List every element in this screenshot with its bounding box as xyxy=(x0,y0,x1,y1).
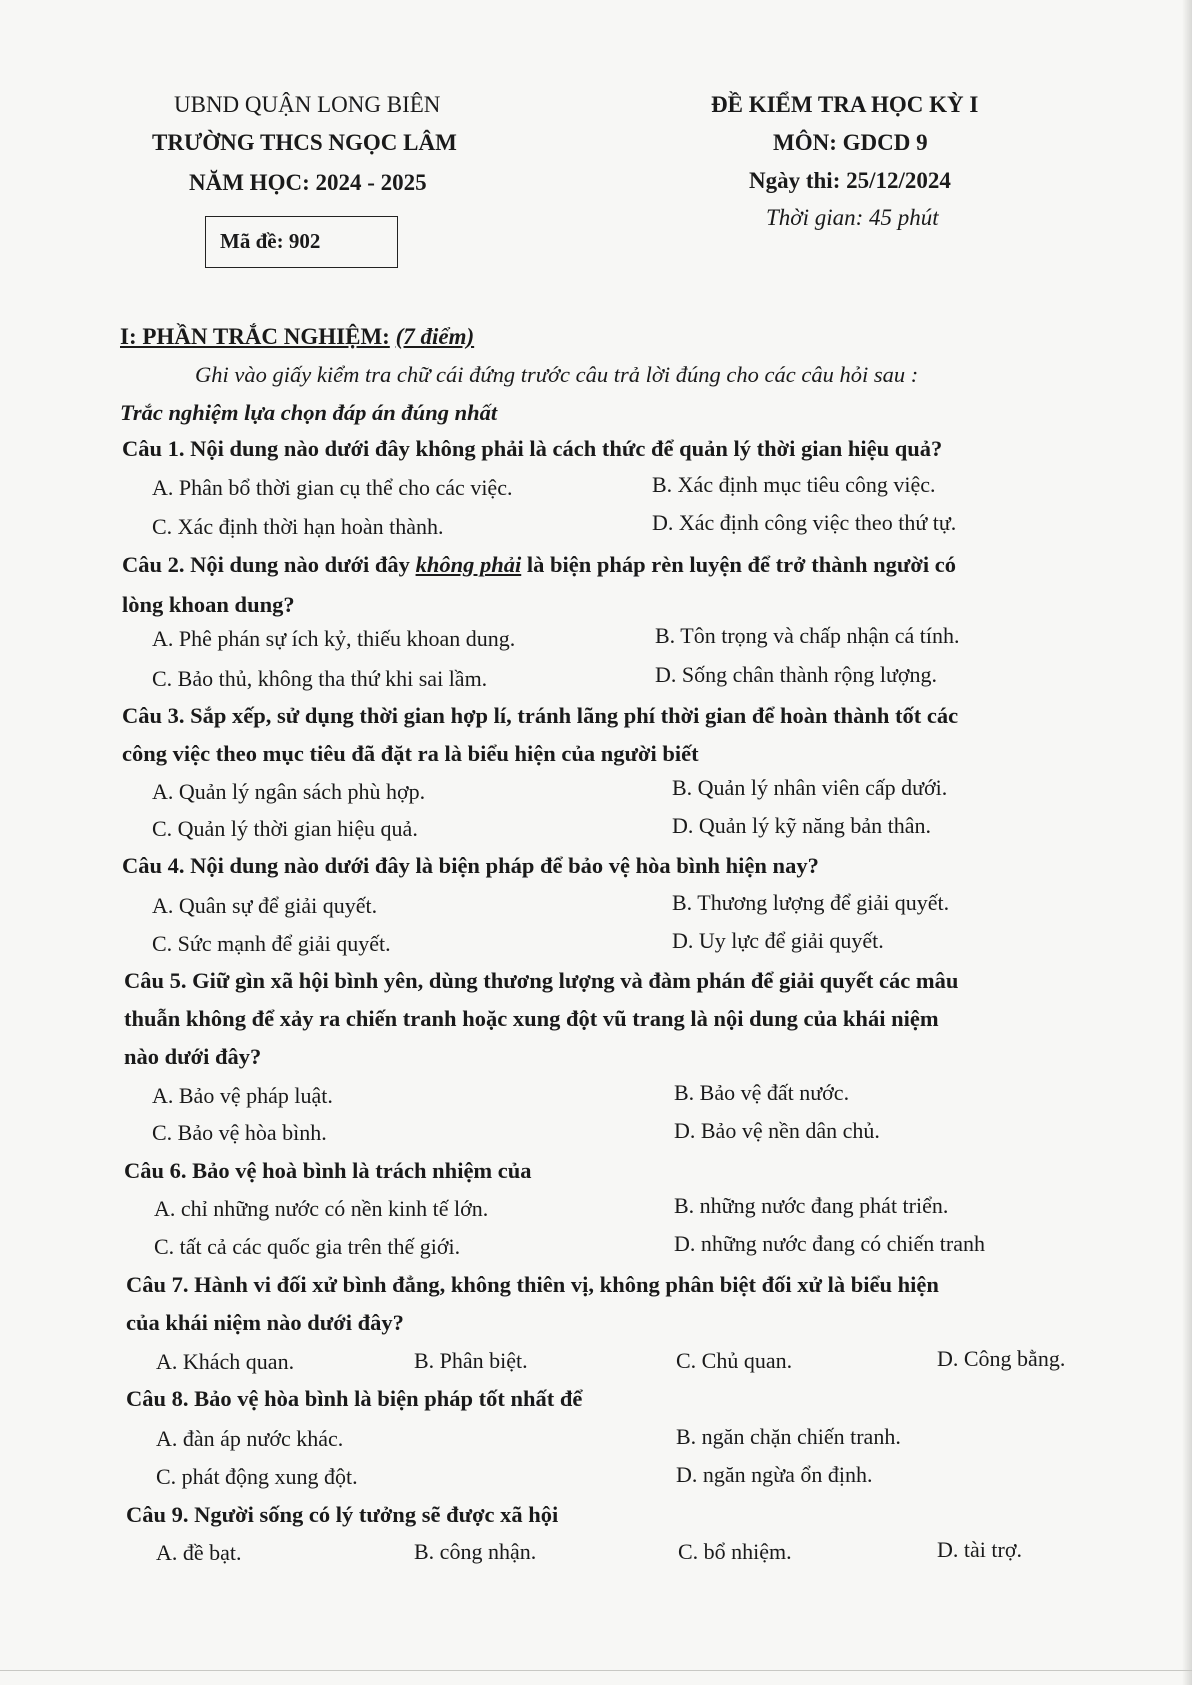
school-year: NĂM HỌC: 2024 - 2025 xyxy=(189,170,427,195)
question-6: Câu 6. Bảo vệ hoà bình là trách nhiệm của xyxy=(124,1158,532,1183)
question-7: Câu 7. Hành vi đối xử bình đẳng, không thiên vị, không phân biệt đối xử là biểu hiện xyxy=(126,1272,939,1297)
section-points: (7 điểm) xyxy=(395,324,475,349)
q9-option-a: A. đề bạt. xyxy=(156,1540,242,1565)
q3-option-b: B. Quản lý nhân viên cấp dưới. xyxy=(672,775,948,800)
instruction: Ghi vào giấy kiểm tra chữ cái đứng trước câu trả lời đúng cho các câu hỏi sau : xyxy=(195,362,919,387)
scan-bottom-line xyxy=(0,1670,1192,1671)
question-4: Câu 4. Nội dung nào dưới đây là biện pháp để bảo vệ hòa bình hiện nay? xyxy=(122,853,819,878)
q1-option-d: D. Xác định công việc theo thứ tự. xyxy=(652,510,957,535)
q4-option-d: D. Uy lực để giải quyết. xyxy=(672,928,884,953)
q8-option-a: A. đàn áp nước khác. xyxy=(156,1426,344,1451)
q7-option-c: C. Chủ quan. xyxy=(676,1348,793,1373)
section-title xyxy=(120,324,474,350)
q6-option-c: C. tất cả các quốc gia trên thế giới. xyxy=(154,1234,461,1259)
q2-option-b: B. Tôn trọng và chấp nhận cá tính. xyxy=(655,623,960,648)
q3-option-a: A. Quản lý ngân sách phù hợp. xyxy=(152,779,426,804)
q2-option-a: A. Phê phán sự ích kỷ, thiếu khoan dung. xyxy=(152,626,516,651)
school-name: TRƯỜNG THCS NGỌC LÂM xyxy=(152,130,457,155)
q5-option-a: A. Bảo vệ pháp luật. xyxy=(152,1083,333,1108)
q9-option-d: D. tài trợ. xyxy=(937,1537,1022,1562)
question-9: Câu 9. Người sống có lý tưởng sẽ được xã hội xyxy=(126,1502,559,1527)
q5-option-c: C. Bảo vệ hòa bình. xyxy=(152,1120,327,1145)
exam-duration: Thời gian: 45 phút xyxy=(766,205,939,230)
question-3: Câu 3. Sắp xếp, sử dụng thời gian hợp lí, tránh lãng phí thời gian để hoàn thành tốt các xyxy=(122,703,959,728)
q7-option-a: A. Khách quan. xyxy=(156,1349,295,1374)
q2-option-c: C. Bảo thủ, không tha thứ khi sai lầm. xyxy=(152,666,488,691)
q9-option-b: B. công nhận. xyxy=(414,1539,537,1564)
exam-code-box xyxy=(205,216,398,268)
question-5-line3: nào dưới đây? xyxy=(124,1044,262,1069)
exam-title: ĐỀ KIỂM TRA HỌC KỲ I xyxy=(711,92,979,117)
exam-code: Mã đề: 902 xyxy=(220,229,321,253)
q1-option-c: C. Xác định thời hạn hoàn thành. xyxy=(152,514,444,539)
question-2-line2: lòng khoan dung? xyxy=(122,592,295,617)
q2-text-pre: Câu 2. Nội dung nào dưới đây xyxy=(122,552,416,577)
q6-option-d: D. những nước đang có chiến tranh xyxy=(674,1231,986,1256)
q3-option-c: C. Quản lý thời gian hiệu quả. xyxy=(152,816,418,841)
question-5-line2: thuẫn không để xảy ra chiến tranh hoặc xung đột vũ trang là nội dung của khái niệm xyxy=(124,1006,939,1031)
question-7-line2: của khái niệm nào dưới đây? xyxy=(126,1310,404,1335)
q2-text-post: là biện pháp rèn luyện để trở thành người có xyxy=(521,552,956,577)
q4-option-b: B. Thương lượng để giải quyết. xyxy=(672,890,950,915)
subject: MÔN: GDCD 9 xyxy=(773,130,928,155)
q7-option-b: B. Phân biệt. xyxy=(414,1348,528,1373)
question-5: Câu 5. Giữ gìn xã hội bình yên, dùng thương lượng và đàm phán để giải quyết các mâu xyxy=(124,968,959,993)
district-name: UBND QUẬN LONG BIÊN xyxy=(174,92,441,117)
q1-option-b: B. Xác định mục tiêu công việc. xyxy=(652,472,936,497)
q4-option-a: A. Quân sự để giải quyết. xyxy=(152,893,378,918)
q5-option-b: B. Bảo vệ đất nước. xyxy=(674,1080,850,1105)
question-8: Câu 8. Bảo vệ hòa bình là biện pháp tốt nhất để xyxy=(126,1386,583,1411)
q2-emphasis: không phải xyxy=(415,552,522,577)
q4-option-c: C. Sức mạnh để giải quyết. xyxy=(152,931,391,956)
question-2 xyxy=(122,552,956,578)
scan-edge-shadow xyxy=(1182,0,1192,1685)
q8-option-c: C. phát động xung đột. xyxy=(156,1464,358,1489)
q5-option-d: D. Bảo vệ nền dân chủ. xyxy=(674,1118,880,1143)
question-1: Câu 1. Nội dung nào dưới đây không phải là cách thức để quản lý thời gian hiệu quả? xyxy=(122,436,943,461)
subheading: Trắc nghiệm lựa chọn đáp án đúng nhất xyxy=(120,400,498,425)
exam-date: Ngày thi: 25/12/2024 xyxy=(749,168,951,193)
q6-option-a: A. chỉ những nước có nền kinh tế lớn. xyxy=(154,1196,489,1221)
q3-option-d: D. Quản lý kỹ năng bản thân. xyxy=(672,813,932,838)
section-title-text: I: PHẦN TRẮC NGHIỆM: xyxy=(120,324,390,349)
q8-option-b: B. ngăn chặn chiến tranh. xyxy=(676,1424,901,1449)
q9-option-c: C. bổ nhiệm. xyxy=(678,1539,792,1564)
q6-option-b: B. những nước đang phát triển. xyxy=(674,1193,949,1218)
question-3-line2: công việc theo mục tiêu đã đặt ra là biểu hiện của người biết xyxy=(122,741,699,766)
q7-option-d: D. Công bằng. xyxy=(937,1346,1066,1371)
q8-option-d: D. ngăn ngừa ổn định. xyxy=(676,1462,873,1487)
q2-option-d: D. Sống chân thành rộng lượng. xyxy=(655,662,938,687)
q1-option-a: A. Phân bổ thời gian cụ thể cho các việc. xyxy=(152,475,513,500)
